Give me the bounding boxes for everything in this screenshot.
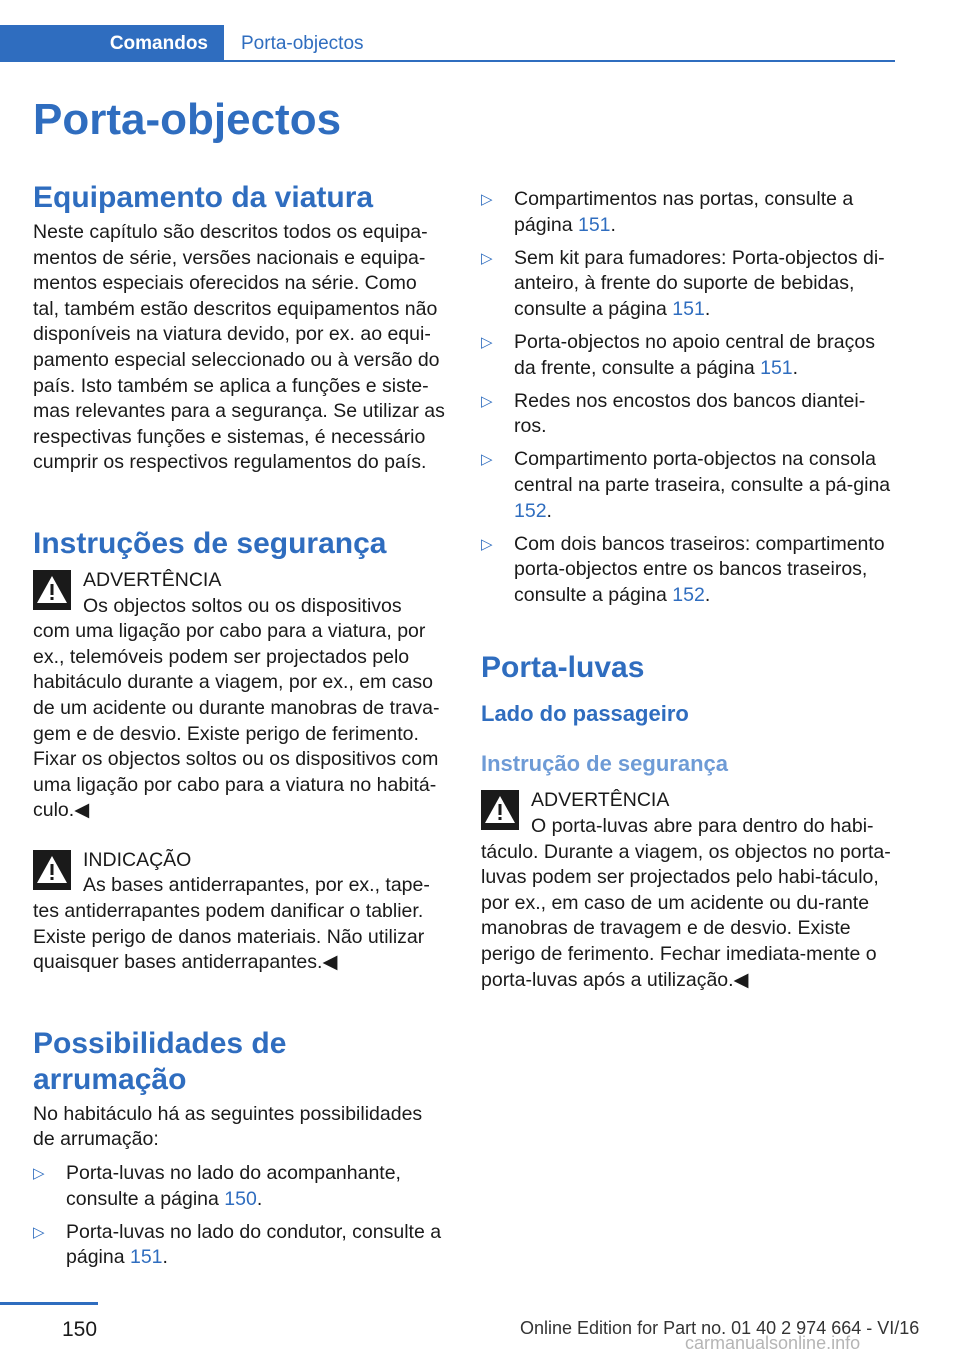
page-link[interactable]: 152	[672, 583, 705, 606]
tab-comandos-label: Comandos	[109, 32, 208, 54]
notice-icon	[33, 850, 71, 890]
header-rule	[224, 60, 895, 62]
page-link[interactable]: 152	[514, 499, 547, 522]
edition-text: Online Edition for Part no. 01 40 2 974 664 - VI/16	[520, 1318, 920, 1338]
list-item-text: Com dois bancos traseiros: compartimento porta-objectos entre os bancos traseiros, consulte a página	[514, 532, 885, 606]
list-item-end: .	[546, 499, 552, 522]
bullet-triangle-icon: ▷	[33, 1165, 45, 1183]
subsubsection-title-instrucao: Instrução de segurança	[481, 751, 728, 777]
tab-porta-objectos[interactable]	[241, 25, 364, 62]
page-link[interactable]: 151	[577, 213, 611, 236]
subsection-title-passageiro: Lado do passageiro	[481, 701, 689, 727]
list-item-text: Compartimento porta-objectos na consola central na parte traseira, consulte a pá-gina	[514, 448, 891, 496]
page-number: 150	[62, 1318, 98, 1341]
list-item	[481, 389, 896, 440]
list-item	[481, 187, 896, 238]
bullet-triangle-icon: ▷	[481, 392, 493, 410]
list-item-text: Porta-objectos no apoio central de braços da frente, consulte a página	[514, 330, 875, 379]
list-item-end: .	[256, 1187, 263, 1210]
page-link[interactable]: 151	[129, 1246, 163, 1269]
warning-first-line: O porta-luvas abre para dentro do habi-	[531, 815, 874, 837]
section-title-equipamento: Equipamento da viatura	[33, 181, 374, 214]
list-item-end: .	[610, 213, 616, 236]
tab-comandos[interactable]	[0, 25, 224, 62]
notice-heading: INDICAÇÃO	[83, 848, 192, 871]
list-item-end: .	[162, 1246, 168, 1269]
notice-block-bases	[33, 848, 448, 976]
list-item-text: Sem kit para fumadores: Porta-objectos di-anteiro, à frente do suporte de bebidas, consulte a página	[514, 246, 885, 320]
page-link[interactable]: 150	[224, 1187, 257, 1210]
footer-rule	[0, 1302, 98, 1305]
list-item	[33, 1161, 448, 1212]
section-title-porta-luvas: Porta-luvas	[481, 651, 645, 685]
notice-text: tes antiderrapantes podem danificar o tablier. Existe perigo de danos materiais. Não utilizar quaisquer bases antiderrapantes.◀	[33, 900, 425, 974]
warning-block-objectos	[33, 568, 448, 824]
tab-porta-objectos-label: Porta-objectos	[241, 32, 364, 54]
header-bar	[0, 25, 895, 62]
warning-heading: ADVERTÊNCIA	[531, 789, 670, 812]
list-item-end: .	[704, 297, 711, 320]
list-item-end: .	[704, 583, 711, 606]
bullet-triangle-icon: ▷	[481, 535, 493, 553]
right-column	[481, 180, 896, 993]
list-item	[481, 447, 896, 524]
bullet-triangle-icon: ▷	[33, 1223, 45, 1241]
list-item	[481, 246, 896, 323]
section-title-possibilidades: Possibilidades de arrumação	[33, 1026, 287, 1096]
bullet-triangle-icon: ▷	[481, 451, 493, 469]
warning-text: com uma ligação por cabo para a viatura, por ex., telemóveis podem ser projectados pelo habitáculo durante a viagem, por ex., em caso de um acidente ou durante manobras de trava-gem e de desvio. Existe perigo de ferimento. Fixar os objectos soltos ou os dispositivos com uma ligação por cabo para a viatura no habitá-culo.◀	[33, 620, 440, 822]
warning-heading: ADVERTÊNCIA	[83, 568, 222, 591]
notice-first-line: As bases antiderrapantes, por ex., tape-	[83, 874, 430, 897]
list-item-text: Compartimentos nas portas, consulte a página	[514, 188, 854, 236]
list-item-text: Redes nos encostos dos bancos diantei-ros.	[514, 389, 866, 438]
page-link[interactable]: 151	[672, 297, 705, 320]
list-item	[481, 330, 896, 381]
watermark-text: carmanualsonline.info	[685, 1333, 861, 1353]
warning-icon	[481, 790, 519, 830]
left-column	[33, 180, 448, 1278]
bullet-list-left	[33, 1161, 448, 1271]
warning-text: táculo. Durante a viagem, os objectos no porta-luvas podem ser projectados pelo habi-táculo, por ex., em caso de um acidente ou du-rante manobras de travagem e de desvio. Existe perigo de ferimento. Fechar imediata-mente o porta-luvas após a utilização.◀	[481, 840, 891, 991]
section-title-instrucoes: Instruções de segurança	[33, 526, 387, 560]
paragraph-possibilidades: No habitáculo há as seguintes possibilidades de arrumação:	[33, 1102, 423, 1151]
list-item-text: Porta-luvas no lado do acompanhante, consulte a página	[66, 1162, 401, 1210]
bullet-triangle-icon: ▷	[481, 333, 493, 351]
paragraph-equipamento: Neste capítulo são descritos todos os equipa-mentos de série, versões nacionais e equipa-mentos especiais oferecidos na série. Como tal, também estão descritos equipamentos não disponíveis na viatura devido, por ex. ao equi-pamento especial seleccionado ou à versão do país. Isto também se aplica a funções e siste-mas relevantes para a segurança. Se utilizar as respectivas funções e sistemas, é necessário cumprir os respectivos regulamentos do país.	[33, 221, 445, 474]
warning-block-porta-luvas	[481, 788, 896, 993]
list-item	[33, 1220, 448, 1271]
bullet-triangle-icon: ▷	[481, 191, 493, 208]
page-link[interactable]: 151	[760, 356, 793, 379]
list-item-text: Porta-luvas no lado do condutor, consulte a página	[66, 1220, 442, 1269]
list-item-end: .	[792, 356, 799, 379]
warning-icon	[33, 570, 71, 610]
page-title: Porta-objectos	[33, 95, 342, 144]
bullet-list-right	[481, 187, 896, 608]
bullet-triangle-icon: ▷	[481, 249, 493, 267]
list-item	[481, 532, 896, 609]
warning-first-line: Os objectos soltos ou os dispositivos	[83, 594, 402, 617]
